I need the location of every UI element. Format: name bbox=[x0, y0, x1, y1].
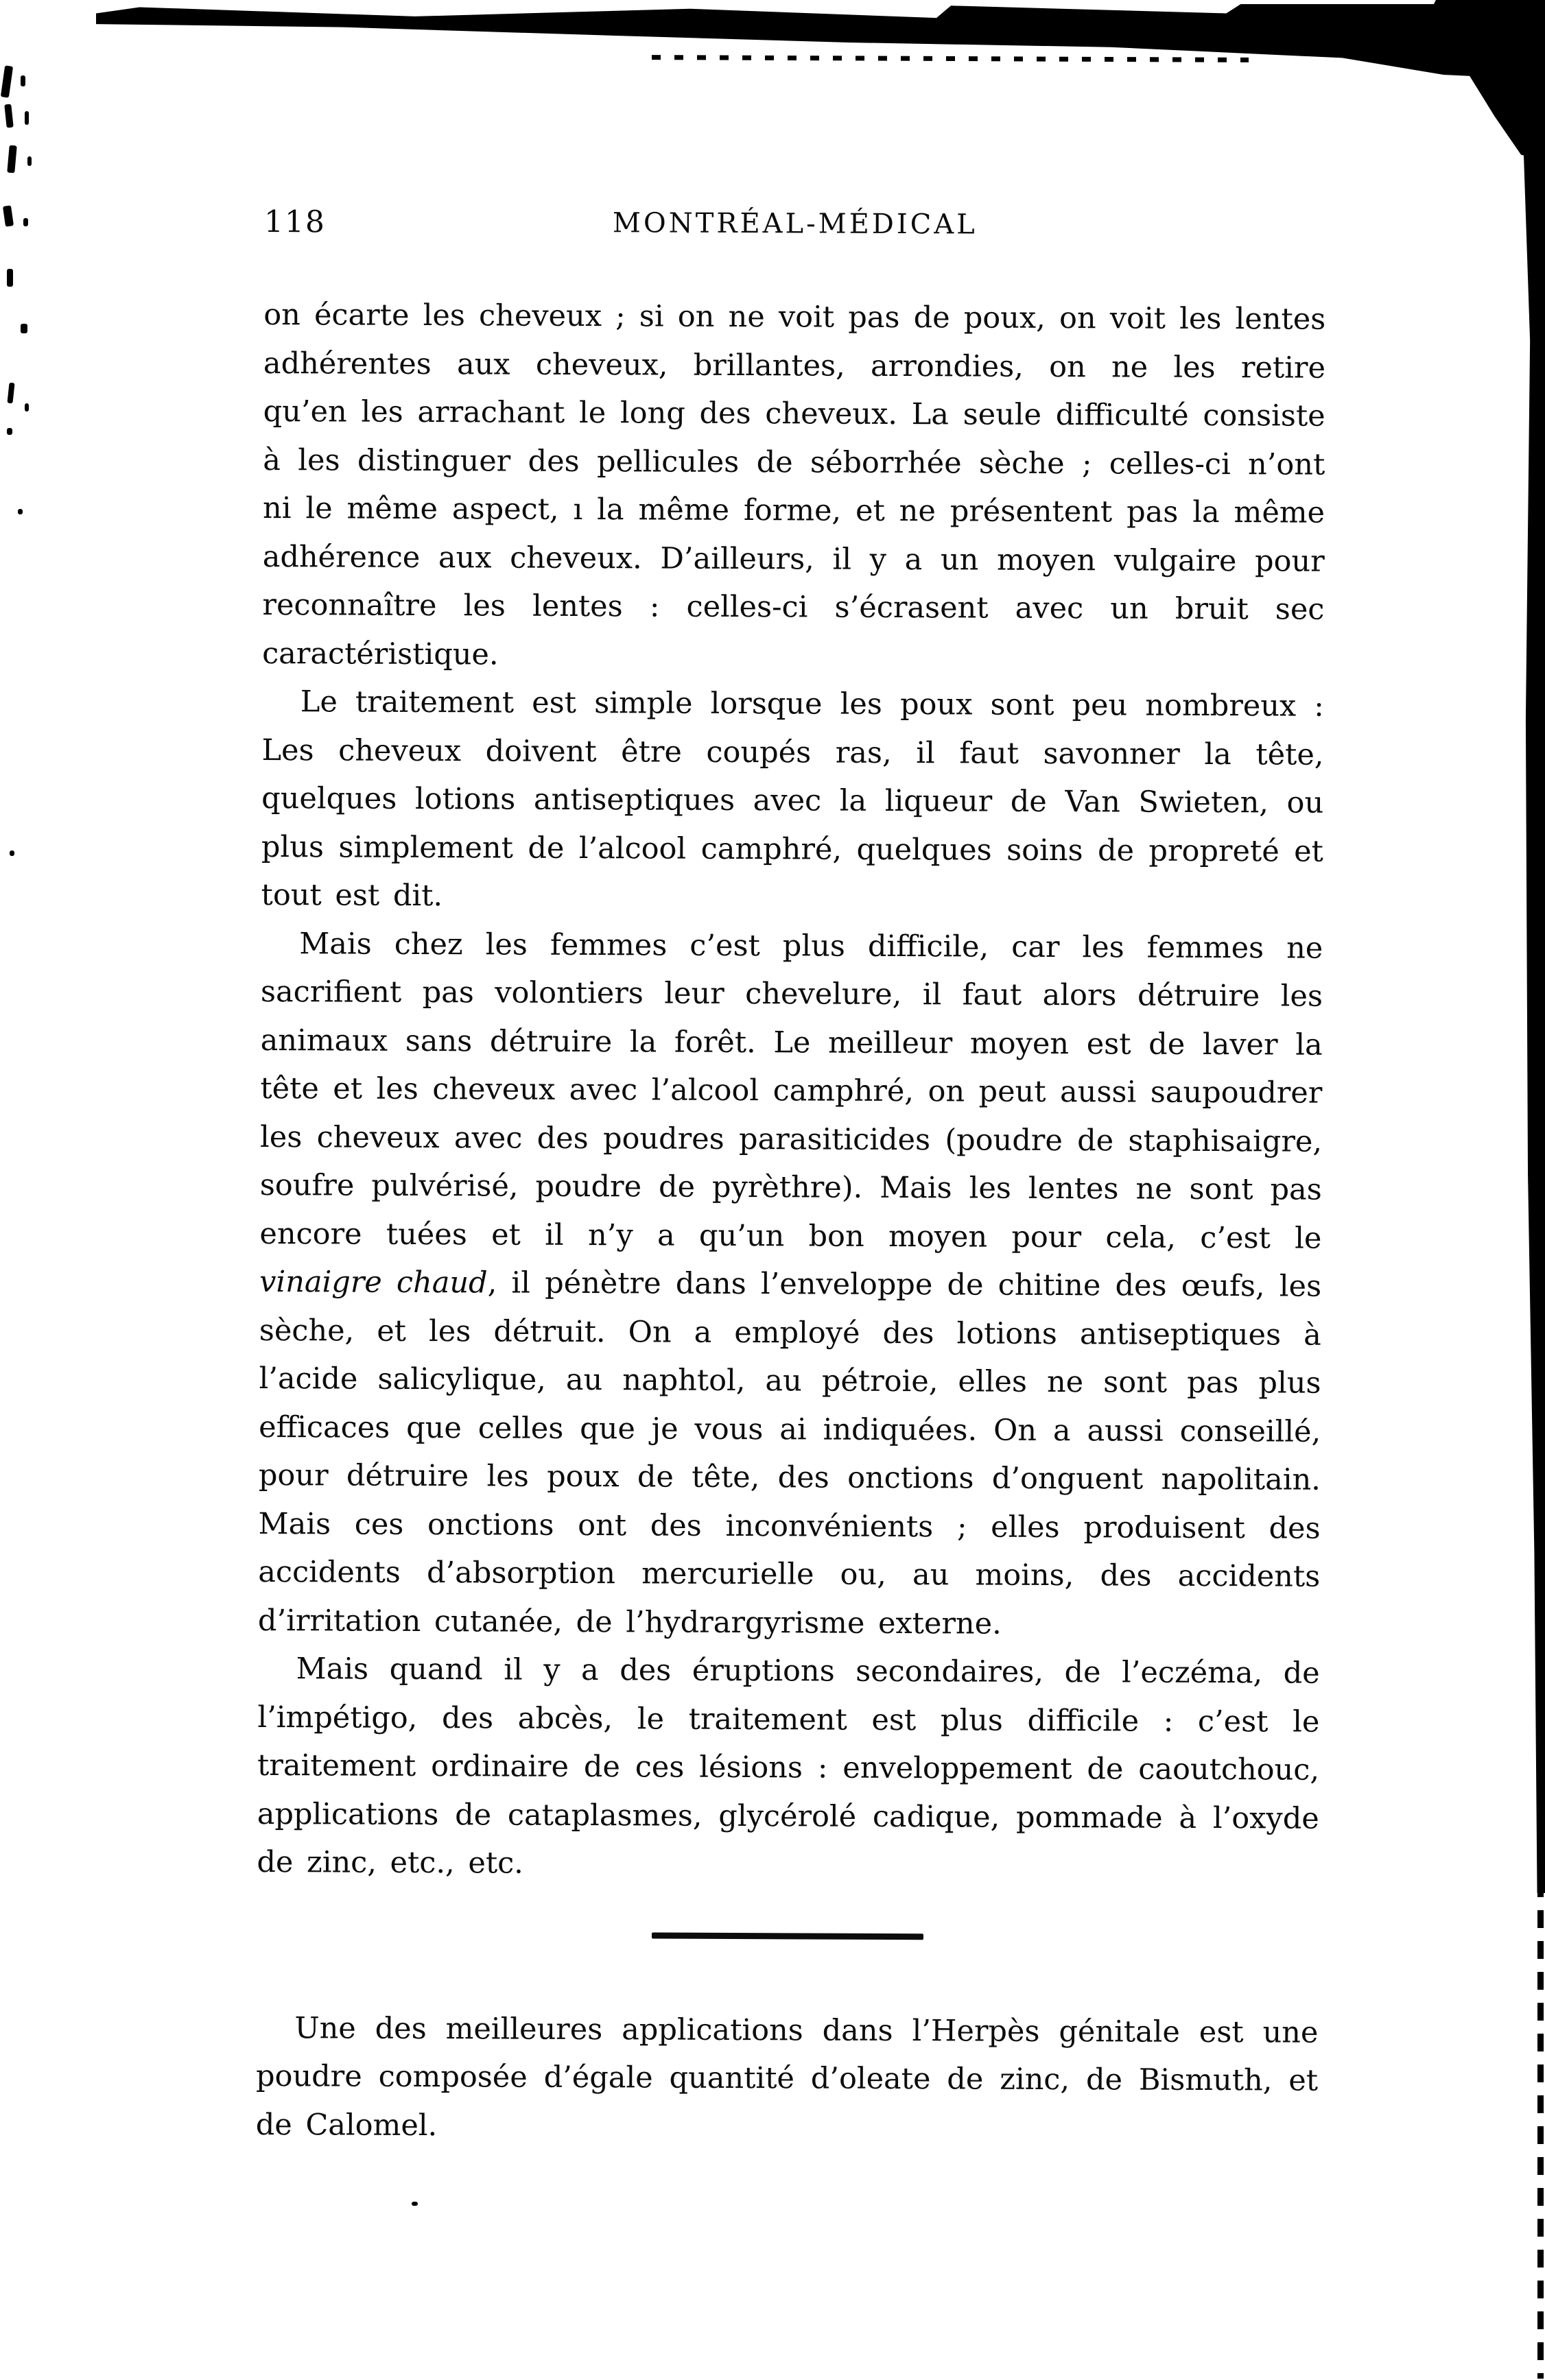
text-segment: Mais chez les femmes c’est plus difficile, car les femmes ne sacrifient pas volontiers leur chevelure, il faut alors détruire les animaux sans détruire la forêt. Le meilleur moyen est de laver la tête et les cheveux avec l’alcool camphré, on peut aussi saupoudrer les cheveux avec des poudres parasiticides (poudre de staphisaigre, soufre pulvérisé, poudre de pyrèthre). Mais les lentes ne sont pas encore tuées et il n’y a qu’un bon moyen pour cela, c’est le bbox=[259, 926, 1323, 1256]
main-text-block bbox=[257, 291, 1325, 1891]
text-segment: Une des meilleures applications dans l’Herpès génitale est une poudre composée d’égale quantité d’oleate de zinc, de Bismuth, et de Calomel. bbox=[255, 2010, 1319, 2143]
text-paragraph bbox=[258, 919, 1323, 1649]
scan-top-speckle-artifact bbox=[652, 55, 1249, 62]
text-segment: , il pénètre dans l’enveloppe de chitine des œufs, les sèche, et les détruit. On a employé des lotions antiseptiques à l’acide salicylique, au naphtol, au pétroie, elles ne sont pas plus efficaces que celles que je vous ai indiquées. On a aussi conseillé, pour détruire les poux de tête, des onctions d’onguent napolitain. Mais ces onctions ont des inconvénients ; elles produisent des accidents d’absorption mercurielle ou, au moins, des accidents d’irritation cutanée, de l’hydrargyrisme externe. bbox=[257, 1265, 1322, 1641]
scan-right-edge-dashes-artifact bbox=[1537, 1879, 1544, 2379]
journal-title: MONTRÉAL-MÉDICAL bbox=[612, 207, 978, 241]
text-segment: Le traitement est simple lorsque les poux sont peu nombreux : Les cheveux doivent être coupés ras, il faut savonner la tête, quelques lotions antiseptiques avec la liqueur de Van Swieten, ou plus simplement de l’alcool camphré, quelques soins de propreté et tout est dit. bbox=[261, 685, 1324, 914]
page-content bbox=[256, 204, 1326, 2154]
text-paragraph bbox=[256, 2003, 1319, 2153]
ink-speck bbox=[412, 2202, 418, 2206]
scan-right-edge-artifact bbox=[1509, 0, 1545, 1893]
text-paragraph bbox=[262, 291, 1325, 682]
scan-top-edge-artifact bbox=[96, 4, 1545, 81]
text-paragraph bbox=[257, 1645, 1320, 1891]
italic-phrase: vinaigre chaud bbox=[259, 1264, 488, 1300]
running-head bbox=[264, 204, 1326, 246]
footer-text-block bbox=[256, 2003, 1319, 2153]
section-divider-rule bbox=[652, 1932, 923, 1940]
text-segment: Mais quand il y a des éruptions secondaires, de l’eczéma, de l’impétigo, des abcès, le traitement est plus difficile : c’est le traitement ordinaire de ces lésions : enveloppement de caoutchouc, applications de cataplasmes, glycérolé cadique, pommade à l’oxyde de zinc, etc., etc. bbox=[257, 1652, 1320, 1881]
page-number: 118 bbox=[263, 204, 326, 240]
text-segment: on écarte les cheveux ; si on ne voit pas de poux, on voit les lentes adhérentes aux cheveux, brillantes, arrondies, on ne les retire qu’en les arrachant le long des cheveux. La seule difficulté consiste à les distinguer des pellicules de séborrhée sèche ; celles-ci n’ont ni le même aspect, ı la même forme, et ne présentent pas la même adhérence aux cheveux. D’ailleurs, il y a un moyen vulgaire pour reconnaître les lentes : celles-ci s’écrasent avec un bruit sec caractéristique. bbox=[262, 297, 1326, 671]
text-paragraph bbox=[261, 678, 1324, 924]
